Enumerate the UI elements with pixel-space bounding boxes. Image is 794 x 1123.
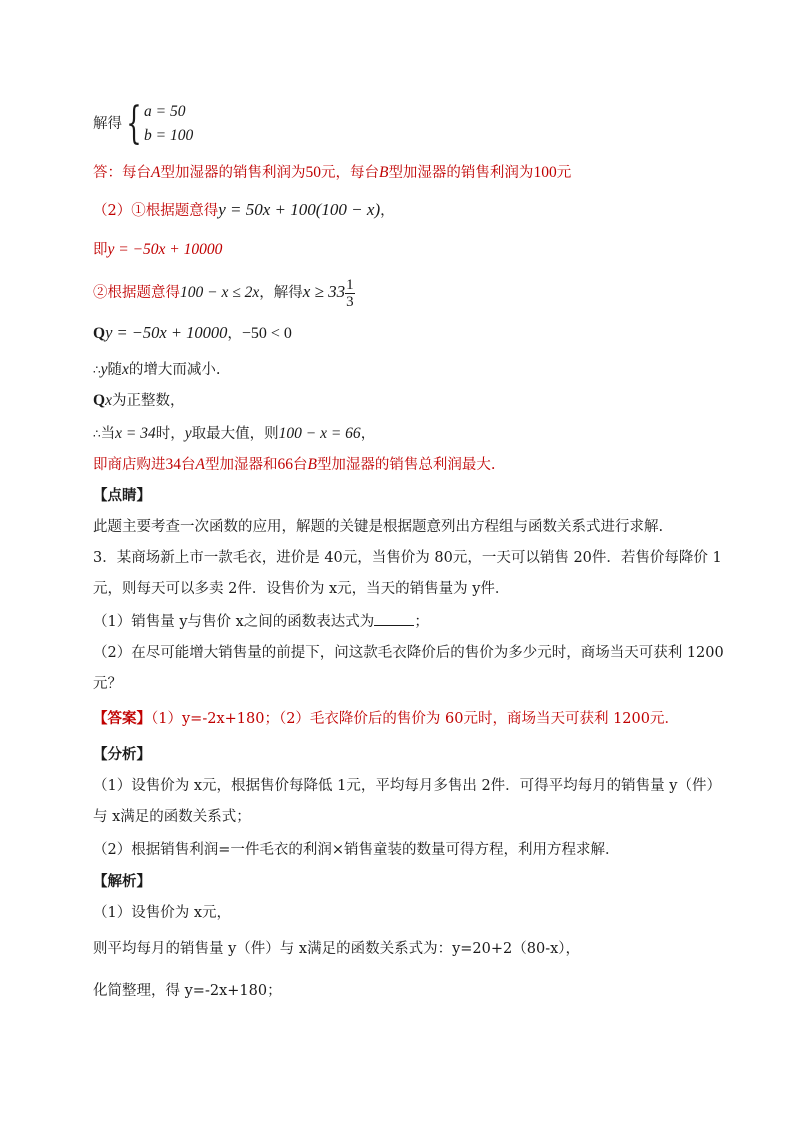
since-symbol: Q (93, 392, 106, 409)
max-line (93, 424, 375, 444)
text: 当 (100, 426, 116, 442)
formula: y = −50x + 10000 (105, 323, 228, 342)
jiexi-line-1: （1）设售价为 x元， (93, 905, 232, 921)
simplify-line (93, 240, 222, 260)
calculation: 100 − x = 66 (278, 425, 361, 442)
answer-blank (374, 611, 414, 626)
part-2b-prefix: ②根据题意得 (93, 285, 180, 301)
text: 即商店购进 (93, 457, 166, 473)
left-brace: { (126, 98, 142, 149)
value: 100 (533, 164, 557, 181)
conclusion-line (93, 455, 496, 475)
text: 随 (107, 362, 123, 378)
condition: −50 < 0 (241, 325, 292, 342)
q3-sub-1-text: （1）销售量 y与售价 x之间的函数表达式为 (93, 614, 375, 630)
therefore-symbol: ∴ (93, 363, 101, 377)
dianjing-text: 此题主要考查一次函数的应用，解题的关键是根据题意列出方程组与函数关系式进行求解. (93, 519, 664, 535)
condition: x = 34 (115, 425, 156, 442)
var-x: x (122, 361, 129, 378)
inequality: 100 − x ≤ 2x (180, 284, 260, 301)
answer-1-text: 元，每台 (320, 165, 379, 181)
formula: y = −50x + 10000 (107, 241, 223, 258)
simplify-prefix: 即 (93, 242, 108, 258)
jiexi-line-2: 则平均每月的销售量 y（件）与 x满足的函数关系式为：y=20+2（80-x）， (93, 941, 581, 957)
text: 台 (181, 457, 196, 473)
answer-1-text: 元 (556, 165, 572, 181)
var-a: A (151, 164, 161, 181)
fraction-numerator: 1 (346, 276, 354, 293)
q3-sub-2-line-1: （2）在尽可能增大销售量的前提下，问这款毛衣降价后的售价为多少元时，商场当天可获利 1200 (93, 645, 724, 661)
jiexi-line-3: 化简整理，得 y=-2x+180； (93, 983, 282, 999)
value: 50 (305, 164, 321, 181)
dianjing-heading: 【点睛】 (93, 487, 151, 504)
analysis-line-2: 与 x满足的函数关系式； (93, 809, 251, 825)
answer-1-line (93, 163, 571, 183)
since-symbol: Q (93, 325, 106, 342)
fraction (345, 277, 355, 310)
text: 取最大值，则 (191, 426, 279, 442)
punct: ； (414, 614, 429, 630)
text: 型加湿器和 (204, 457, 278, 473)
equation-a: a = 50 (144, 103, 186, 120)
analysis-line-3: （2）根据销售利润=一件毛衣的利润×销售童装的数量可得方程，利用方程求解． (93, 842, 620, 858)
part-2b-line (93, 274, 355, 311)
text: 型加湿器的销售总利润最大. (316, 457, 496, 473)
jiexi-heading: 【解析】 (93, 873, 151, 890)
q3-sub-2-line-2: 元？ (93, 676, 122, 692)
fraction-denominator: 3 (346, 293, 354, 310)
value: 34 (165, 456, 181, 473)
answer-tag: 【答案】 (93, 710, 151, 727)
answer-1-text: 型加湿器的销售利润为 (160, 165, 306, 181)
var-b: B (307, 456, 317, 473)
integer-line (93, 391, 184, 411)
analysis-heading: 【分析】 (93, 746, 151, 763)
text: 时， (155, 426, 185, 442)
var-y: y (184, 425, 192, 442)
answer-1-text: 答：每台 (93, 165, 151, 181)
answer-1-text: 型加湿器的销售利润为 (388, 165, 534, 181)
text: 为正整数， (111, 393, 185, 409)
var-x: x (105, 392, 112, 409)
punct: ， (360, 426, 376, 442)
since-line (93, 323, 292, 344)
decrease-line (93, 360, 221, 380)
var-a: A (195, 456, 205, 473)
value: 66 (277, 456, 293, 473)
inequality-result: x ≥ 33 (302, 282, 346, 301)
text: 台 (292, 457, 308, 473)
var-b: B (378, 164, 389, 181)
var-y: y (100, 361, 108, 378)
analysis-line-1: （1）设售价为 x元，根据售价每降低 1元，平均每月多售出 2件．可得平均每月的销售量 y（件） (93, 778, 721, 794)
part-2-line (93, 200, 395, 221)
equation-system (144, 100, 193, 148)
punct: ， (380, 203, 395, 219)
answer-3-text: （1）y=-2x+180；（2）毛衣降价后的售价为 60元时，商场当天可获利 1200元． (151, 711, 679, 727)
text: 的增大而减小. (128, 362, 221, 378)
q3-line-1: 3．某商场新上市一款毛衣，进价是 40元，当售价为 80元，一天可以销售 20件．若售价每降价 1 (93, 550, 722, 566)
solve-label: 解得 (93, 116, 122, 132)
part-2-prefix: （2）①根据题意得 (93, 203, 219, 219)
text: ，解得 (259, 285, 303, 301)
formula: y = 50x + 100(100 − x) (218, 200, 381, 219)
solve-system (93, 100, 193, 148)
equation-b: b = 100 (144, 127, 194, 144)
answer-3-line (93, 709, 679, 729)
therefore-symbol: ∴ (93, 427, 101, 441)
punct: ， (227, 326, 242, 342)
q3-sub-1 (93, 611, 429, 632)
q3-line-2: 元，则每天可以多卖 2件．设售价为 x元，当天的销售量为 y件． (93, 581, 510, 597)
